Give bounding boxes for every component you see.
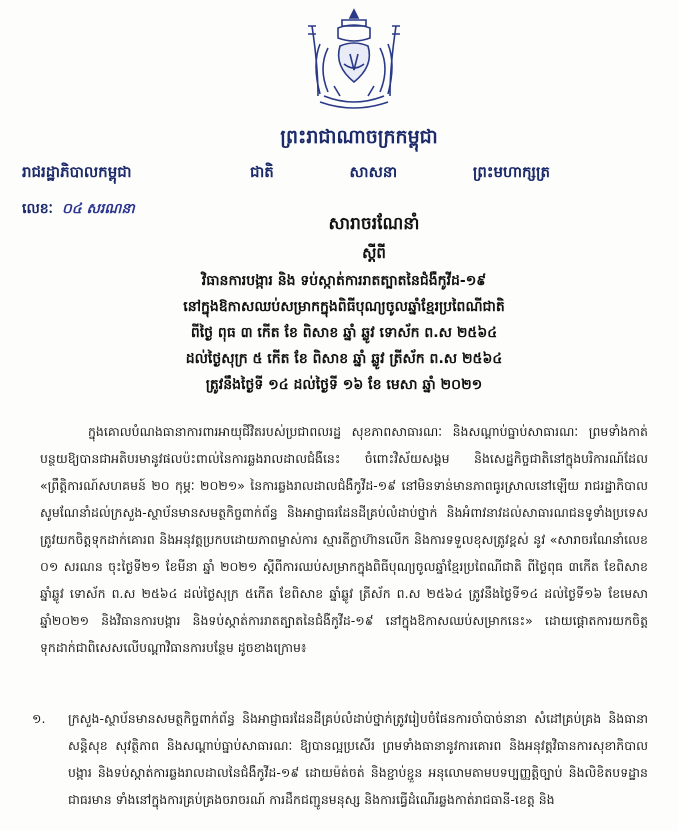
kingdom-heading: ព្រះរាជាណាចក្រកម្ពុជា: [280, 126, 438, 148]
royal-coat-of-arms-icon: [294, 4, 414, 114]
national-motto: [250, 163, 550, 185]
subject-line: ពីថ្ងៃ ពុធ ៣ កើត ខែ ពិសាខ ឆ្នាំ ឆ្លូវ ទោស័ក ព.ស ២៥៦៤: [190, 325, 498, 341]
subject-line: ដល់ថ្ងៃសុក្រ ៥ កើត ខែ ពិសាខ ឆ្នាំ ឆ្លូវ ត្រីស័ក ព.ស ២៥៦៤: [185, 351, 503, 367]
item-number: ១.: [32, 711, 46, 726]
motto-king: ព្រះមហាក្សត្រ: [472, 163, 550, 181]
government-name: រាជរដ្ឋាភិបាលកម្ពុជា: [22, 163, 132, 181]
document-title: សារាចរណែនាំ: [328, 214, 420, 234]
reference-label: លេខៈ: [22, 201, 53, 217]
item-text: ក្រសួង-ស្ថាប័នមានសមត្ថកិច្ចពាក់ព័ន្ធ និងអាជ្ញាធរដែនដីគ្រប់លំដាប់ថ្នាក់ត្រូវរៀបចំផែនការចាំបាច់នានា សំដៅគ្រប់គ្រង និងធានាសន្តិសុខ សុវត្ថិភាព និងសណ្តាប់ធ្នាប់សាធារណៈ ឱ្យបានល្អប្រសើរ ព្រមទាំងធានានូវការគោរព និងអនុវត្តវិធានការសុខាភិបាលបង្ការ និងទប់ស្កាត់ការឆ្លងរាលដាលនៃជំងឺកូវីដ-១៩ ដោយម៉ត់ចត់ និងខ្ជាប់ខ្ជួន អនុលោមតាមបទប្បញ្ញត្តិច្បាប់ និងលិខិតបទដ្ឋានជាធរមាន ទាំងនៅក្នុងការគ្រប់គ្រងចរាចរណ៍ ការដឹកជញ្ជូនមនុស្ស និងការធ្វើដំណើរឆ្លងកាត់រាជធានី-ខេត្ត និង: [68, 711, 648, 807]
list-item: [32, 705, 648, 813]
reference-value: ០៤ សរណនា: [61, 201, 135, 217]
motto-religion: សាសនា: [349, 163, 398, 181]
body-paragraph: [40, 418, 648, 661]
subject-label: ស្តីពី: [362, 244, 386, 262]
subject-line: វិធានការបង្ការ និង ទប់ស្កាត់ការរាតត្បាតនៃជំងឺកូវីដ-១៩: [201, 273, 487, 289]
document-subject-lines: [40, 268, 648, 398]
motto-nation: ជាតិ: [250, 163, 274, 181]
subject-line: នៅក្នុងឱកាសឈប់សម្រាកក្នុងពិធីបុណ្យចូលឆ្នាំខ្មែរប្រពៃណីជាតិ: [183, 299, 505, 315]
body-text: ក្នុងគោលបំណងធានាការពារអាយុជីវិតរបស់ប្រជាពលរដ្ឋ សុខភាពសាធារណៈ និងសណ្តាប់ធ្នាប់សាធារណៈ ព្រមទាំងកាត់បន្ថយឱ្យបានជាអតិបរមានូវផលប៉ះពាល់នៃការឆ្លងរាលដាលជំងឺនេះ ចំពោះវិស័យសង្គម និងសេដ្ឋកិច្ចជាតិនៅក្នុងបរិការណ៍ដែល «ព្រឹត្តិការណ៍សហគមន៍ ២០ កុម្ភៈ ២០២១» នៃការឆ្លងរាលដាលជំងឺកូវីដ-១៩ នៅមិនទាន់មានភាពធូរស្រាលនៅឡើយ រាជរដ្ឋាភិបាលសូមណែនាំដល់ក្រសួង-ស្ថាប័នមានសមត្ថកិច្ចពាក់ព័ន្ធ និងអាជ្ញាធរដែនដីគ្រប់លំដាប់ថ្នាក់ និងអំពាវនាវដល់សាធារណជនទូទាំងប្រទេសត្រូវយកចិត្តទុកដាក់គោរព និងអនុវត្តប្រកបដោយភាពម្ចាស់ការ ស្មារតីក្លាហ៊ានលើក និងការទទួលខុសត្រូវខ្ពស់ នូវ «សារាចរណែនាំលេខ ០១ សរណន ចុះថ្ងៃទី២១ ខែមីនា ឆ្នាំ ២០២១ ស្តីពីការឈប់សម្រាកក្នុងពិធីបុណ្យចូលឆ្នាំខ្មែរប្រពៃណីជាតិ ពីថ្ងៃពុធ ៣កើត ខែពិសាខ ឆ្នាំឆ្លូវ ទោស័ក ព.ស ២៥៦៤ ដល់ថ្ងៃសុក្រ ៥កើត ខែពិសាខ ឆ្នាំឆ្លូវ ត្រីស័ក ព.ស ២៥៦៤ ត្រូវនឹងថ្ងៃទី១៤ ដល់ថ្ងៃទី១៦ ខែមេសា ឆ្នាំ២០២១ និងវិធានការបង្ការ និងទប់ស្កាត់ការរាតត្បាតនៃជំងឺកូវីដ-១៩ នៅក្នុងឱកាសឈប់សម្រាកនេះ» ដោយផ្តោតការយកចិត្តទុកដាក់ជាពិសេសលើបណ្តាវិធានការបន្ថែម ដូចខាងក្រោម៖: [40, 424, 648, 655]
subject-line: ត្រូវនឹងថ្ងៃទី ១៤ ដល់ថ្ងៃទី ១៦ ខែ មេសា ឆ្នាំ ២០២១: [205, 377, 483, 393]
